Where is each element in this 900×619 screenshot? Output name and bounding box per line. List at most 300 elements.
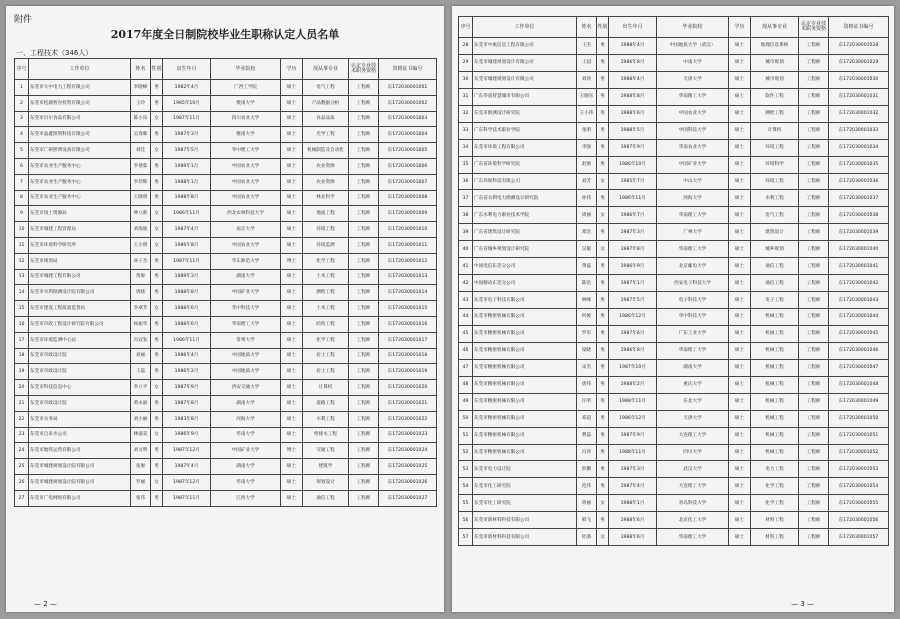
- table-cell: 工程师: [799, 122, 829, 139]
- table-cell: 硕士: [729, 325, 751, 342]
- table-cell: 1987年4月: [609, 478, 657, 495]
- table-row: [459, 38, 889, 55]
- table-cell: 硕士: [281, 143, 303, 159]
- table-cell: 黄永福: [131, 395, 151, 411]
- table-cell: 东172030001024: [379, 443, 437, 459]
- table-cell: 东172030001023: [379, 427, 437, 443]
- table-cell: 1987年5月: [609, 292, 657, 309]
- column-header: 姓名: [577, 17, 597, 38]
- table-cell: 1987年11月: [163, 253, 211, 269]
- column-header: 出生年月: [163, 59, 211, 80]
- table-cell: 城市规划: [751, 71, 799, 88]
- table-row: [15, 95, 437, 111]
- table-cell: 工程师: [349, 190, 379, 206]
- table-cell: 硕士: [729, 241, 751, 258]
- table-cell: 工程师: [799, 444, 829, 461]
- table-cell: 工程师: [799, 105, 829, 122]
- table-cell: 华中理工大学: [211, 143, 281, 159]
- table-cell: 女: [151, 301, 163, 317]
- table-cell: 化学工程: [303, 332, 349, 348]
- right-page: [452, 6, 894, 612]
- table-cell: 东莞市精密机械有限公司: [473, 325, 577, 342]
- table-cell: 男: [151, 285, 163, 301]
- table-cell: 化学工程: [303, 253, 349, 269]
- table-cell: 东莞市勘测设计研究院: [473, 105, 577, 122]
- section-heading: 一、工程技术（346人）: [16, 49, 93, 57]
- table-cell: 9: [15, 206, 29, 222]
- table-cell: 北京化工大学: [657, 512, 729, 529]
- table-cell: 工程师: [799, 325, 829, 342]
- table-cell: 东172030001033: [829, 122, 889, 139]
- table-cell: 硕士: [281, 411, 303, 427]
- table-cell: 广东省环境科学研究院: [473, 156, 577, 173]
- table-cell: 男: [151, 348, 163, 364]
- table-cell: 23: [15, 427, 29, 443]
- table-cell: 32: [459, 105, 473, 122]
- table-cell: 硕士: [729, 461, 751, 478]
- table-cell: 张俊: [131, 459, 151, 475]
- table-cell: 1989年1月: [163, 158, 211, 174]
- table-cell: 东莞市市政设计院: [29, 348, 131, 364]
- table-cell: 光学工程: [303, 127, 349, 143]
- table-cell: 硕士: [729, 139, 751, 156]
- table-cell: 硕士: [281, 474, 303, 490]
- table-cell: 刘涛: [577, 71, 597, 88]
- table-cell: 李倩茹: [131, 158, 151, 174]
- table-cell: 工程师: [349, 474, 379, 490]
- table-cell: 工程师: [799, 393, 829, 410]
- table-cell: 6: [15, 158, 29, 174]
- table-cell: 41: [459, 258, 473, 275]
- table-cell: 环境工程: [751, 173, 799, 190]
- table-cell: 男: [597, 139, 609, 156]
- table-cell: 交通工程: [303, 443, 349, 459]
- table-cell: 东172030001045: [829, 325, 889, 342]
- table-cell: 男: [151, 459, 163, 475]
- table-cell: 工程师: [349, 95, 379, 111]
- right-table-body: [459, 38, 889, 546]
- table-cell: 水利工程: [751, 190, 799, 207]
- table-cell: 1986年12月: [609, 309, 657, 326]
- table-cell: 河海大学: [211, 411, 281, 427]
- table-cell: 53: [459, 461, 473, 478]
- table-cell: 男: [597, 88, 609, 105]
- table-cell: 1987年8月: [609, 241, 657, 258]
- table-cell: 1988年8月: [609, 88, 657, 105]
- table-cell: 东172030001030: [829, 71, 889, 88]
- table-cell: 东莞市中航信息工程有限公司: [473, 38, 577, 55]
- table-cell: 刘芳: [577, 173, 597, 190]
- table-cell: 男: [597, 478, 609, 495]
- table-cell: 城乡规划: [751, 241, 799, 258]
- column-header: 序号: [15, 59, 29, 80]
- table-cell: 硕士: [281, 427, 303, 443]
- table-cell: 工程师: [799, 88, 829, 105]
- table-cell: 男: [151, 316, 163, 332]
- table-cell: 东172030001051: [829, 427, 889, 444]
- table-cell: 男: [597, 342, 609, 359]
- table-cell: 工程师: [799, 292, 829, 309]
- table-cell: 环境工程: [751, 139, 799, 156]
- table-cell: 软件工程: [751, 88, 799, 105]
- table-cell: 工程师: [349, 253, 379, 269]
- table-row: [15, 316, 437, 332]
- table-cell: 男: [597, 461, 609, 478]
- table-cell: 硕士: [729, 38, 751, 55]
- table-cell: 郑浩: [577, 224, 597, 241]
- table-cell: 东莞市市政设计院: [29, 395, 131, 411]
- table-cell: 女: [151, 222, 163, 238]
- table-cell: 何俊: [577, 309, 597, 326]
- table-cell: 工程师: [349, 395, 379, 411]
- table-cell: 西北农林科技大学: [211, 206, 281, 222]
- table-cell: 材料工程: [751, 529, 799, 546]
- column-header: 现从事专业: [303, 59, 349, 80]
- table-cell: 环境科学: [751, 156, 799, 173]
- table-cell: 8: [15, 190, 29, 206]
- table-cell: 1986年9月: [163, 427, 211, 443]
- document-title: 2017年度全日制院校毕业生职称认定人员名单: [110, 28, 340, 41]
- table-cell: 1987年3月: [163, 127, 211, 143]
- table-cell: 东172030001017: [379, 332, 437, 348]
- table-row: [15, 285, 437, 301]
- left-table-header: [15, 59, 437, 80]
- table-cell: 吴敏: [577, 241, 597, 258]
- table-cell: 硕士: [281, 158, 303, 174]
- table-cell: 1988年6月: [609, 512, 657, 529]
- table-cell: 东莞市市政工程设计研究院有限公司: [29, 316, 131, 332]
- table-cell: 岩土工程: [303, 364, 349, 380]
- table-cell: 华南农业大学: [657, 139, 729, 156]
- table-row: [15, 348, 437, 364]
- table-cell: 工程师: [799, 410, 829, 427]
- table-cell: 工程师: [799, 224, 829, 241]
- table-cell: 通信工程: [751, 275, 799, 292]
- table-cell: 1987年5月: [163, 143, 211, 159]
- table-cell: 大连理工大学: [657, 478, 729, 495]
- table-cell: 王晓明: [131, 190, 151, 206]
- table-cell: 刘丽: [131, 348, 151, 364]
- table-cell: 机械工程: [751, 342, 799, 359]
- table-cell: 东莞市电子科技有限公司: [473, 292, 577, 309]
- table-cell: 工程师: [799, 461, 829, 478]
- table-cell: 土木工程: [303, 269, 349, 285]
- table-cell: 东172030001016: [379, 316, 437, 332]
- table-cell: 东172030001002: [379, 95, 437, 111]
- table-cell: 电气工程: [303, 80, 349, 96]
- table-cell: 道路工程: [303, 395, 349, 411]
- table-cell: 硕士: [281, 459, 303, 475]
- table-cell: 1987年4月: [163, 459, 211, 475]
- table-cell: 电子科技大学: [657, 292, 729, 309]
- table-cell: 彭鹏: [577, 461, 597, 478]
- table-cell: 李立平: [131, 380, 151, 396]
- table-cell: 1988年6月: [609, 529, 657, 546]
- table-cell: 东莞市农业生产服务中心: [29, 158, 131, 174]
- table-cell: 广州大学: [657, 224, 729, 241]
- table-cell: 东172030001013: [379, 269, 437, 285]
- column-header: 现从事专业: [751, 17, 799, 38]
- table-cell: 38: [459, 207, 473, 224]
- table-cell: 1988年6月: [163, 316, 211, 332]
- table-cell: 西安交通大学: [211, 380, 281, 396]
- table-cell: 中国地质大学（武汉）: [657, 38, 729, 55]
- table-cell: 陈小乐: [131, 111, 151, 127]
- table-cell: 东莞市地铁运营有限公司: [29, 443, 131, 459]
- table-cell: 环境工程: [303, 222, 349, 238]
- table-cell: 1986年2月: [163, 364, 211, 380]
- table-cell: 东172030001003: [379, 111, 437, 127]
- table-cell: 工程师: [349, 285, 379, 301]
- table-cell: 硕士: [729, 427, 751, 444]
- table-cell: 周丽: [577, 207, 597, 224]
- table-cell: 12: [15, 253, 29, 269]
- table-row: [459, 495, 889, 512]
- table-cell: 17: [15, 332, 29, 348]
- table-cell: 1988年4月: [609, 38, 657, 55]
- table-row: [15, 301, 437, 317]
- table-cell: 工程师: [799, 359, 829, 376]
- table-cell: 产品数据分析: [303, 95, 349, 111]
- table-cell: 19: [15, 364, 29, 380]
- table-cell: 东莞市水务局: [29, 411, 131, 427]
- table-cell: 黄磊: [577, 258, 597, 275]
- table-cell: 工程师: [349, 348, 379, 364]
- table-cell: 东172030001029: [829, 54, 889, 71]
- table-row: [459, 105, 889, 122]
- table-row: [459, 241, 889, 258]
- table-cell: 电力工程: [751, 461, 799, 478]
- table-cell: 硕士: [729, 275, 751, 292]
- table-cell: 广东省水利电力勘测设计研究院: [473, 190, 577, 207]
- left-table: [14, 58, 437, 507]
- table-cell: 陈浩: [577, 275, 597, 292]
- table-cell: 刘海波: [131, 222, 151, 238]
- table-cell: 1986年8月: [609, 54, 657, 71]
- table-cell: 江西大学: [211, 490, 281, 506]
- table-cell: 27: [15, 490, 29, 506]
- table-cell: 工程师: [349, 301, 379, 317]
- table-cell: 东172030001039: [829, 224, 889, 241]
- table-cell: 地质工程: [303, 206, 349, 222]
- table-cell: 男: [151, 395, 163, 411]
- table-cell: 中国科技大学: [657, 122, 729, 139]
- table-cell: 东莞市科技信息中心: [29, 380, 131, 396]
- table-cell: 东172030001026: [379, 474, 437, 490]
- table-cell: 男: [151, 190, 163, 206]
- table-cell: 硕士: [729, 122, 751, 139]
- table-cell: 华中科技大学: [657, 309, 729, 326]
- table-cell: 东172030001022: [379, 411, 437, 427]
- table-row: [15, 474, 437, 490]
- table-cell: 1988年8月: [163, 190, 211, 206]
- table-cell: 建筑设计: [751, 224, 799, 241]
- table-cell: 孙子杰: [131, 253, 151, 269]
- table-cell: 孙伟: [577, 190, 597, 207]
- table-cell: 东172030001015: [379, 301, 437, 317]
- table-cell: 男: [597, 309, 609, 326]
- table-cell: 东172030001034: [829, 139, 889, 156]
- column-header: 性别: [597, 17, 609, 38]
- table-cell: 东莞市精密机械有限公司: [473, 359, 577, 376]
- table-cell: 男: [597, 512, 609, 529]
- table-cell: 男: [597, 275, 609, 292]
- table-cell: 男: [151, 174, 163, 190]
- table-row: [459, 461, 889, 478]
- table-cell: 中国电信东莞分公司: [473, 258, 577, 275]
- table-cell: 男: [151, 253, 163, 269]
- table-cell: 水利工程: [303, 411, 349, 427]
- table-cell: 华南理工大学: [657, 241, 729, 258]
- table-cell: 1988年4月: [609, 71, 657, 88]
- table-cell: 东172030001057: [829, 529, 889, 546]
- table-cell: 1985年10月: [163, 95, 211, 111]
- table-cell: 华中科技大学: [211, 301, 281, 317]
- table-cell: 李伟辉: [131, 174, 151, 190]
- table-cell: 男: [597, 325, 609, 342]
- table-cell: 给排水工程: [303, 427, 349, 443]
- table-row: [459, 410, 889, 427]
- table-cell: 46: [459, 342, 473, 359]
- table-cell: 南京大学: [211, 222, 281, 238]
- table-cell: 化学工程: [751, 478, 799, 495]
- table-cell: 1988年1月: [163, 174, 211, 190]
- table-cell: 硕士: [281, 222, 303, 238]
- table-row: [15, 174, 437, 190]
- table-row: [15, 111, 437, 127]
- table-cell: 东莞市环境监测中心站: [29, 332, 131, 348]
- table-cell: 王晓东: [577, 88, 597, 105]
- table-cell: 硕士: [729, 359, 751, 376]
- table-cell: 王小伟: [577, 105, 597, 122]
- table-cell: 工程师: [799, 207, 829, 224]
- table-cell: 工程师: [799, 309, 829, 326]
- table-row: [459, 224, 889, 241]
- table-cell: 吴春晖: [131, 127, 151, 143]
- table-cell: 33: [459, 122, 473, 139]
- table-cell: 39: [459, 224, 473, 241]
- table-cell: 硕士: [729, 495, 751, 512]
- table-cell: 工程师: [349, 80, 379, 96]
- table-cell: 男: [151, 269, 163, 285]
- table-cell: 林淑美: [131, 427, 151, 443]
- table-cell: 31: [459, 88, 473, 105]
- table-cell: 东172030001014: [379, 285, 437, 301]
- table-row: [459, 190, 889, 207]
- table-cell: 男: [597, 376, 609, 393]
- table-cell: 冯涛: [577, 444, 597, 461]
- table-cell: 1986年7月: [609, 207, 657, 224]
- table-cell: 1982年4月: [163, 80, 211, 96]
- table-cell: 女: [597, 207, 609, 224]
- table-cell: 东莞市精密机械有限公司: [473, 410, 577, 427]
- table-cell: 许明: [577, 393, 597, 410]
- table-cell: 暨南大学: [211, 95, 281, 111]
- table-cell: 农业资源: [303, 158, 349, 174]
- table-cell: 广东环保科技有限公司: [473, 173, 577, 190]
- table-cell: 54: [459, 478, 473, 495]
- table-cell: 电子工程: [751, 292, 799, 309]
- table-cell: 中国农业大学: [657, 105, 729, 122]
- table-cell: 东172030001005: [379, 143, 437, 159]
- table-cell: 张明: [577, 122, 597, 139]
- table-cell: 东172030001056: [829, 512, 889, 529]
- table-cell: 杨振华: [131, 316, 151, 332]
- table-cell: 土木工程: [303, 301, 349, 317]
- table-cell: 北京邮电大学: [657, 258, 729, 275]
- table-cell: 工程师: [799, 529, 829, 546]
- table-cell: 工程师: [799, 71, 829, 88]
- table-row: [459, 529, 889, 546]
- table-cell: 刘文明: [131, 443, 151, 459]
- table-cell: 1: [15, 80, 29, 96]
- table-cell: 硕士: [729, 88, 751, 105]
- table-cell: 东莞市农业生产服务中心: [29, 190, 131, 206]
- table-row: [15, 253, 437, 269]
- table-cell: 1986年4月: [163, 348, 211, 364]
- table-cell: 广西工学院: [211, 80, 281, 96]
- table-cell: 工程师: [799, 495, 829, 512]
- table-cell: 王小明: [131, 237, 151, 253]
- left-table-body: [15, 80, 437, 507]
- table-cell: 男: [151, 411, 163, 427]
- table-cell: 西安电子科技大学: [657, 275, 729, 292]
- table-cell: 岩土工程: [303, 348, 349, 364]
- table-cell: 3: [15, 111, 29, 127]
- table-cell: 东172030001036: [829, 173, 889, 190]
- table-row: [459, 88, 889, 105]
- table-row: [15, 158, 437, 174]
- table-cell: 东172030001019: [379, 364, 437, 380]
- table-cell: 东172030001001: [379, 80, 437, 96]
- table-cell: 硕士: [281, 206, 303, 222]
- table-cell: 男: [597, 292, 609, 309]
- table-cell: 工程师: [349, 364, 379, 380]
- table-cell: 机械工程: [751, 359, 799, 376]
- table-cell: 工程师: [799, 427, 829, 444]
- table-cell: 工程师: [349, 380, 379, 396]
- table-row: [15, 395, 437, 411]
- table-cell: 工程师: [349, 222, 379, 238]
- table-cell: 赵刚: [577, 156, 597, 173]
- table-cell: 华南理工大学: [657, 207, 729, 224]
- table-cell: 女: [597, 241, 609, 258]
- column-header: 资格证书编号: [829, 17, 889, 38]
- table-cell: 王磊: [131, 364, 151, 380]
- table-cell: 工程师: [349, 411, 379, 427]
- table-row: [15, 380, 437, 396]
- table-row: [15, 143, 437, 159]
- table-cell: 男: [151, 490, 163, 506]
- table-row: [459, 258, 889, 275]
- table-cell: 男: [597, 190, 609, 207]
- table-cell: 电气工程: [751, 207, 799, 224]
- table-cell: 东172030001048: [829, 376, 889, 393]
- table-cell: 1986年11月: [163, 206, 211, 222]
- table-row: [459, 427, 889, 444]
- table-row: [459, 173, 889, 190]
- table-cell: 中国农业大学: [211, 237, 281, 253]
- table-cell: 女: [597, 495, 609, 512]
- table-cell: 东172030001055: [829, 495, 889, 512]
- table-cell: 工程师: [799, 512, 829, 529]
- table-cell: 通信工程: [303, 490, 349, 506]
- table-row: [15, 443, 437, 459]
- table-cell: 43: [459, 292, 473, 309]
- table-cell: 1987年9月: [609, 139, 657, 156]
- table-cell: 冯冠发: [131, 332, 151, 348]
- table-cell: 男: [597, 54, 609, 71]
